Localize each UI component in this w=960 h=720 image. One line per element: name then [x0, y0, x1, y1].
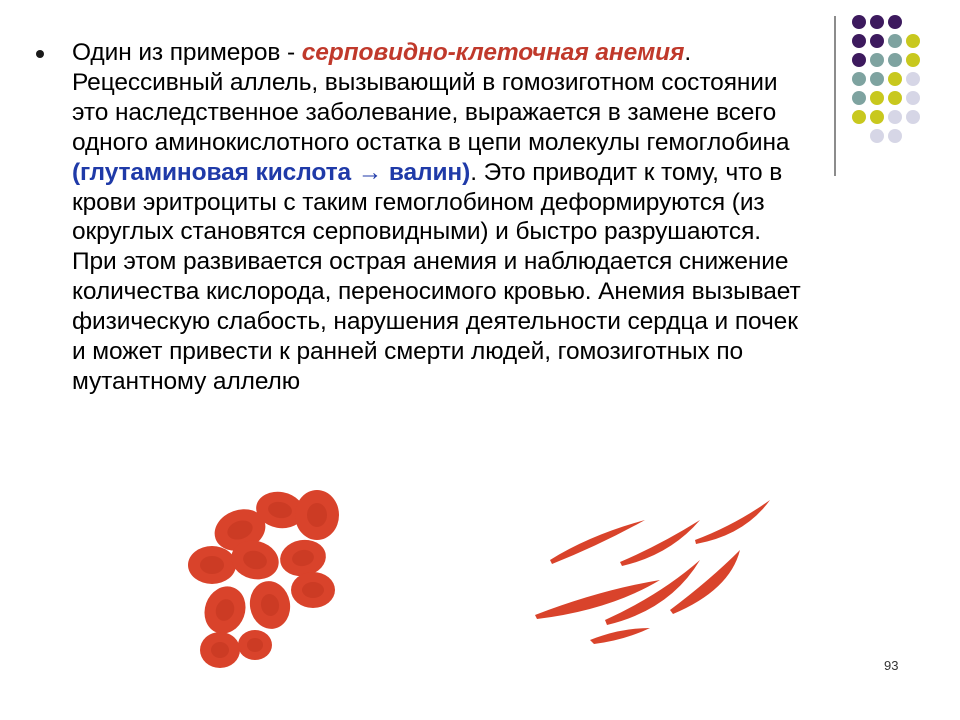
decor-dot [852, 91, 866, 105]
decor-dot [870, 129, 884, 143]
decor-dot [906, 53, 920, 67]
body-text-2: . Это приводит к тому, что в крови эритроциты с таким гемоглобином деформируются (из округлых становятся серповидными) и быстро разрушаются. При этом развивается острая анемия и наблюдается снижение количества кислорода, переносимого кровью. Анемия вызывает физическую слабость, нарушения деятельности сердца и почек и может привести к ранней смерти людей, гомозиготных по мутантному аллелю [72, 158, 801, 395]
decor-dot [870, 15, 884, 29]
decor-dot [888, 34, 902, 48]
decor-dot [888, 53, 902, 67]
decor-dot [870, 53, 884, 67]
decor-dot [870, 110, 884, 124]
bullet-icon [36, 50, 44, 58]
slide-body-text [72, 38, 802, 397]
decorative-dot-grid [846, 10, 956, 155]
decor-dot [906, 72, 920, 86]
normal-red-blood-cells-image [188, 488, 339, 668]
decor-dot [906, 91, 920, 105]
body-text-1: . Рецессивный аллель, вызывающий в гомозиготном состоянии это наследственное заболевание, выражается в замене всего одного аминокислотного остатка в цепи молекулы гемоглобина [72, 39, 790, 156]
sickle-red-blood-cells-image [535, 500, 770, 644]
decor-dot [852, 110, 866, 124]
intro-text: Один из примеров - [72, 39, 302, 66]
vertical-divider [834, 16, 836, 176]
decor-dot [888, 110, 902, 124]
decor-dot [906, 110, 920, 124]
page-number: 93 [884, 658, 899, 673]
decor-dot [906, 34, 920, 48]
decor-dot [852, 34, 866, 48]
decor-dot [888, 15, 902, 29]
amino-acid-substitution: (глутаминовая кислота → валин) [72, 158, 471, 186]
blood-cells-illustration [180, 480, 800, 680]
decor-dot [852, 15, 866, 29]
decor-dot [870, 72, 884, 86]
decor-dot [870, 91, 884, 105]
decor-dot [888, 129, 902, 143]
decor-dot [888, 91, 902, 105]
decor-dot [852, 53, 866, 67]
disease-name: серповидно-клеточная анемия [301, 39, 685, 66]
decor-dot [870, 34, 884, 48]
decor-dot [852, 72, 866, 86]
decor-dot [888, 72, 902, 86]
